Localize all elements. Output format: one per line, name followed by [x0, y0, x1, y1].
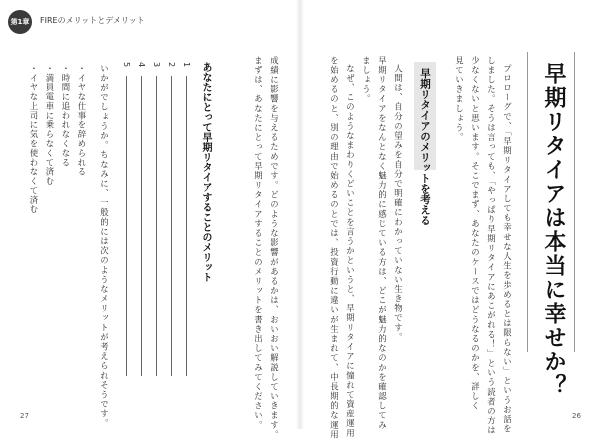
bullet-item-3: ・満員電車に乗らなくて済む: [45, 64, 55, 187]
section-line-7: まずは、あなたにとって早期リタイアすることのメリットを書き出してみてください。: [253, 56, 264, 431]
intro-line-4: 見ていきましょう。: [454, 56, 465, 143]
bullet-item-1: ・イヤな仕事を辞められる: [77, 64, 87, 177]
main-title-box: [527, 52, 575, 398]
section-heading-box: [414, 62, 436, 226]
chapter-badge: 第1章: [8, 10, 32, 34]
section-line-4: なぜ、このようなまわりくどいことを言うかというと、早期リタイアに憧れて資産運用: [345, 64, 356, 439]
intro-line-1: プロローグで、「早期リタイアしても幸せな人生を歩めるとは限らない」というお話を: [502, 64, 513, 434]
closing-line: いかがでしょうか。ちなみに、一般的には次のようなメリットが考えられそうです。: [99, 64, 110, 429]
chapter-title: FIREのメリットとデメリット: [40, 16, 145, 25]
bullet-item-2: ・時間に追われなくなる: [61, 64, 71, 168]
worksheet-rule-4: [141, 76, 142, 376]
worksheet-heading: あなたにとって早期リタイアすることのメリット: [200, 62, 211, 282]
worksheet-rule-5: [126, 76, 127, 376]
worksheet-number-2: 2: [167, 62, 176, 68]
worksheet-number-1: 1: [182, 62, 191, 68]
worksheet-heading-box: [198, 62, 218, 282]
page-number-left: 27: [20, 412, 29, 420]
worksheet-rule-2: [171, 76, 172, 376]
section-line-1: 人間は、自分の望みを自分で明確にわかっていない生き物です。: [393, 64, 404, 343]
worksheet-number-3: 3: [152, 62, 161, 68]
section-line-5: を始めるのと、別の理由で始めるのとでは、投資行動に違いが生まれて、中長期的な運用: [329, 56, 340, 440]
section-heading: 早期リタイアのメリットを考える: [419, 68, 431, 226]
worksheet-rule-3: [156, 76, 157, 376]
worksheet-number-5: 5: [122, 62, 131, 68]
worksheet-number-4: 4: [137, 62, 146, 68]
bullet-item-4: ・イヤな上司に気を使わなくて済む: [29, 64, 39, 215]
page-number-right: 26: [572, 412, 581, 420]
page-gutter: [296, 0, 304, 429]
section-line-6: 成績に影響を与えるためです。どのような影響があるかは、おいおい解説していきます。: [269, 56, 280, 440]
intro-line-3: 少なくないと思います。そこでまず、あなたのケースではどうなるのかを、詳しく: [470, 56, 481, 411]
worksheet-rule-1: [186, 76, 187, 376]
section-line-2: 早期リタイアをなんとなく魅力的に感じている方は、どこが魅力的なのかを確認してみ: [377, 56, 388, 431]
section-line-3: ましょう。: [361, 56, 372, 104]
intro-line-2: しました。そうは言っても、「やっぱり早期リタイアにあこがれる！」という読者の方は: [486, 56, 497, 436]
main-title: 早期リタイアは本当に幸せか？: [541, 62, 566, 398]
